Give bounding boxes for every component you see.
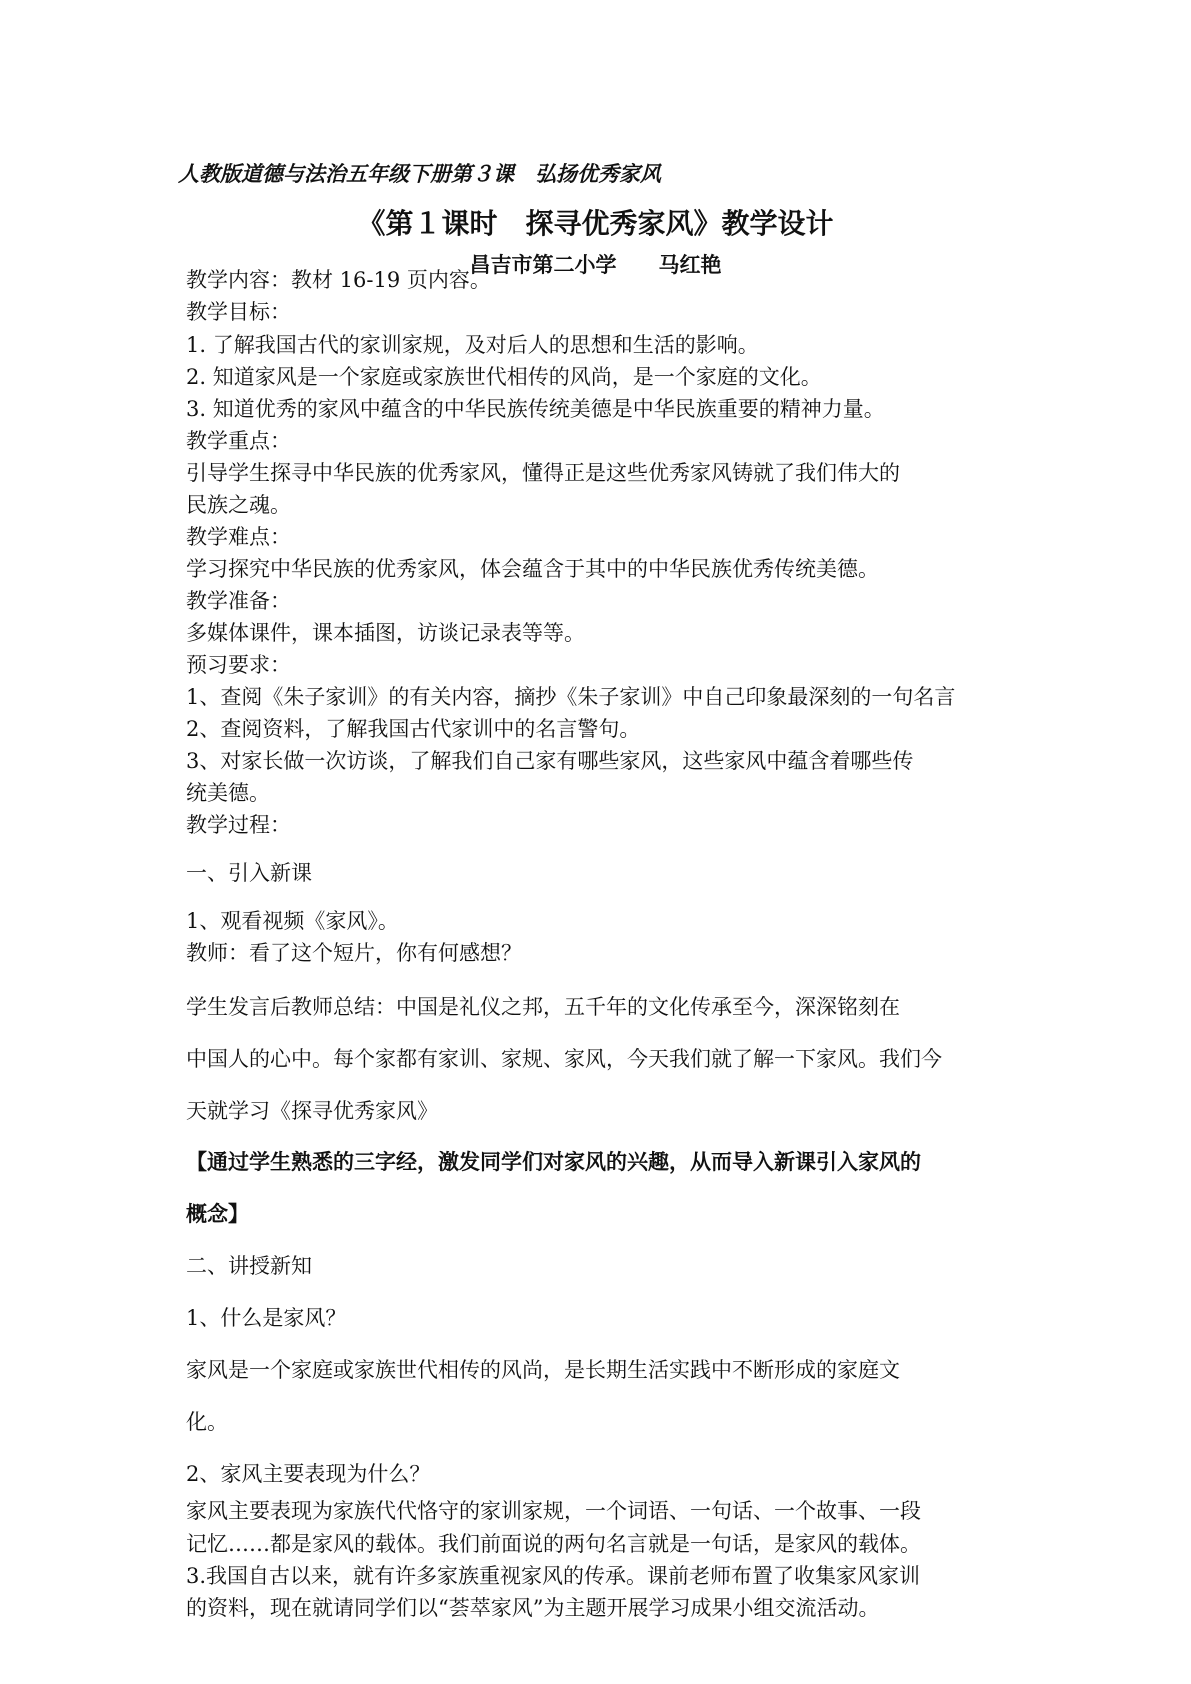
bold-note-line: 概念】 (186, 1201, 249, 1226)
section-heading: 一、引入新课 (186, 861, 312, 885)
paragraph-line: 学生发言后教师总结：中国是礼仪之邦，五千年的文化传承至今，深深铭刻在 (186, 995, 900, 1019)
paragraph-line: 天就学习《探寻优秀家风》 (186, 1099, 438, 1123)
section-heading: 二、讲授新知 (186, 1254, 312, 1278)
paragraph-line: 统美德。 (186, 781, 270, 805)
paragraph-line: 家风是一个家庭或家族世代相传的风尚，是长期生活实践中不断形成的家庭文 (186, 1358, 900, 1382)
paragraph-line: 的资料，现在就请同学们以“荟萃家风”为主题开展学习成果小组交流活动。 (186, 1596, 880, 1620)
paragraph-line: 3.我国自古以来，就有许多家族重视家风的传承。课前老师布置了收集家风家训 (186, 1564, 921, 1588)
paragraph-line: 教师：看了这个短片，你有何感想？ (186, 941, 522, 965)
paragraph-line: 1、查阅《朱子家训》的有关内容，摘抄《朱子家训》中自己印象最深刻的一句名言 (186, 685, 956, 709)
paragraph-line: 3、对家长做一次访谈，了解我们自己家有哪些家风，这些家风中蕴含着哪些传 (186, 749, 914, 773)
paragraph-line: 教学内容：教材 16-19 页内容。 (186, 268, 491, 292)
paragraph-line: 引导学生探寻中华民族的优秀家风，懂得正是这些优秀家风铸就了我们伟大的 (186, 461, 900, 485)
paragraph-line: 民族之魂。 (186, 493, 291, 517)
paragraph-line: 学习探究中华民族的优秀家风，体会蕴含于其中的中华民族优秀传统美德。 (186, 557, 879, 581)
paragraph-line: 教学准备： (186, 589, 291, 613)
paragraph-line: 化。 (186, 1410, 228, 1434)
paragraph-line: 多媒体课件，课本插图，访谈记录表等等。 (186, 621, 585, 645)
paragraph-line: 教学目标： (186, 300, 291, 324)
paragraph-line: 预习要求： (186, 653, 291, 677)
paragraph-line: 2、家风主要表现为什么？ (186, 1462, 431, 1486)
paragraph-line: 教学难点： (186, 525, 291, 549)
paragraph-line: 1、什么是家风？ (186, 1306, 347, 1330)
paragraph-line: 2、查阅资料，了解我国古代家训中的名言警句。 (186, 717, 641, 741)
document-subtitle: 人教版道德与法治五年级下册第３课 弘扬优秀家风 (178, 161, 661, 186)
paragraph-line: 教学重点： (186, 429, 291, 453)
document-title: 《第１课时 探寻优秀家风》教学设计 (357, 207, 834, 240)
paragraph-line: 教学过程： (186, 813, 291, 837)
paragraph-line: 记忆……都是家风的载体。我们前面说的两句名言就是一句话，是家风的载体。 (186, 1532, 921, 1556)
paragraph-line: 1. 了解我国古代的家训家规，及对后人的思想和生活的影响。 (186, 333, 759, 357)
paragraph-line: 3. 知道优秀的家风中蕴含的中华民族传统美德是中华民族重要的精神力量。 (186, 397, 885, 421)
paragraph-line: 家风主要表现为家族代代恪守的家训家规，一个词语、一句话、一个故事、一段 (186, 1499, 921, 1523)
paragraph-line: 1、观看视频《家风》。 (186, 909, 399, 933)
paragraph-line: 2. 知道家风是一个家庭或家族世代相传的风尚，是一个家庭的文化。 (186, 365, 822, 389)
document-author: 昌吉市第二小学 马红艳 (469, 252, 722, 277)
bold-note-line: 【通过学生熟悉的三字经，激发同学们对家风的兴趣，从而导入新课引入家风的 (186, 1149, 921, 1174)
paragraph-line: 中国人的心中。每个家都有家训、家规、家风，今天我们就了解一下家风。我们今 (186, 1047, 942, 1071)
